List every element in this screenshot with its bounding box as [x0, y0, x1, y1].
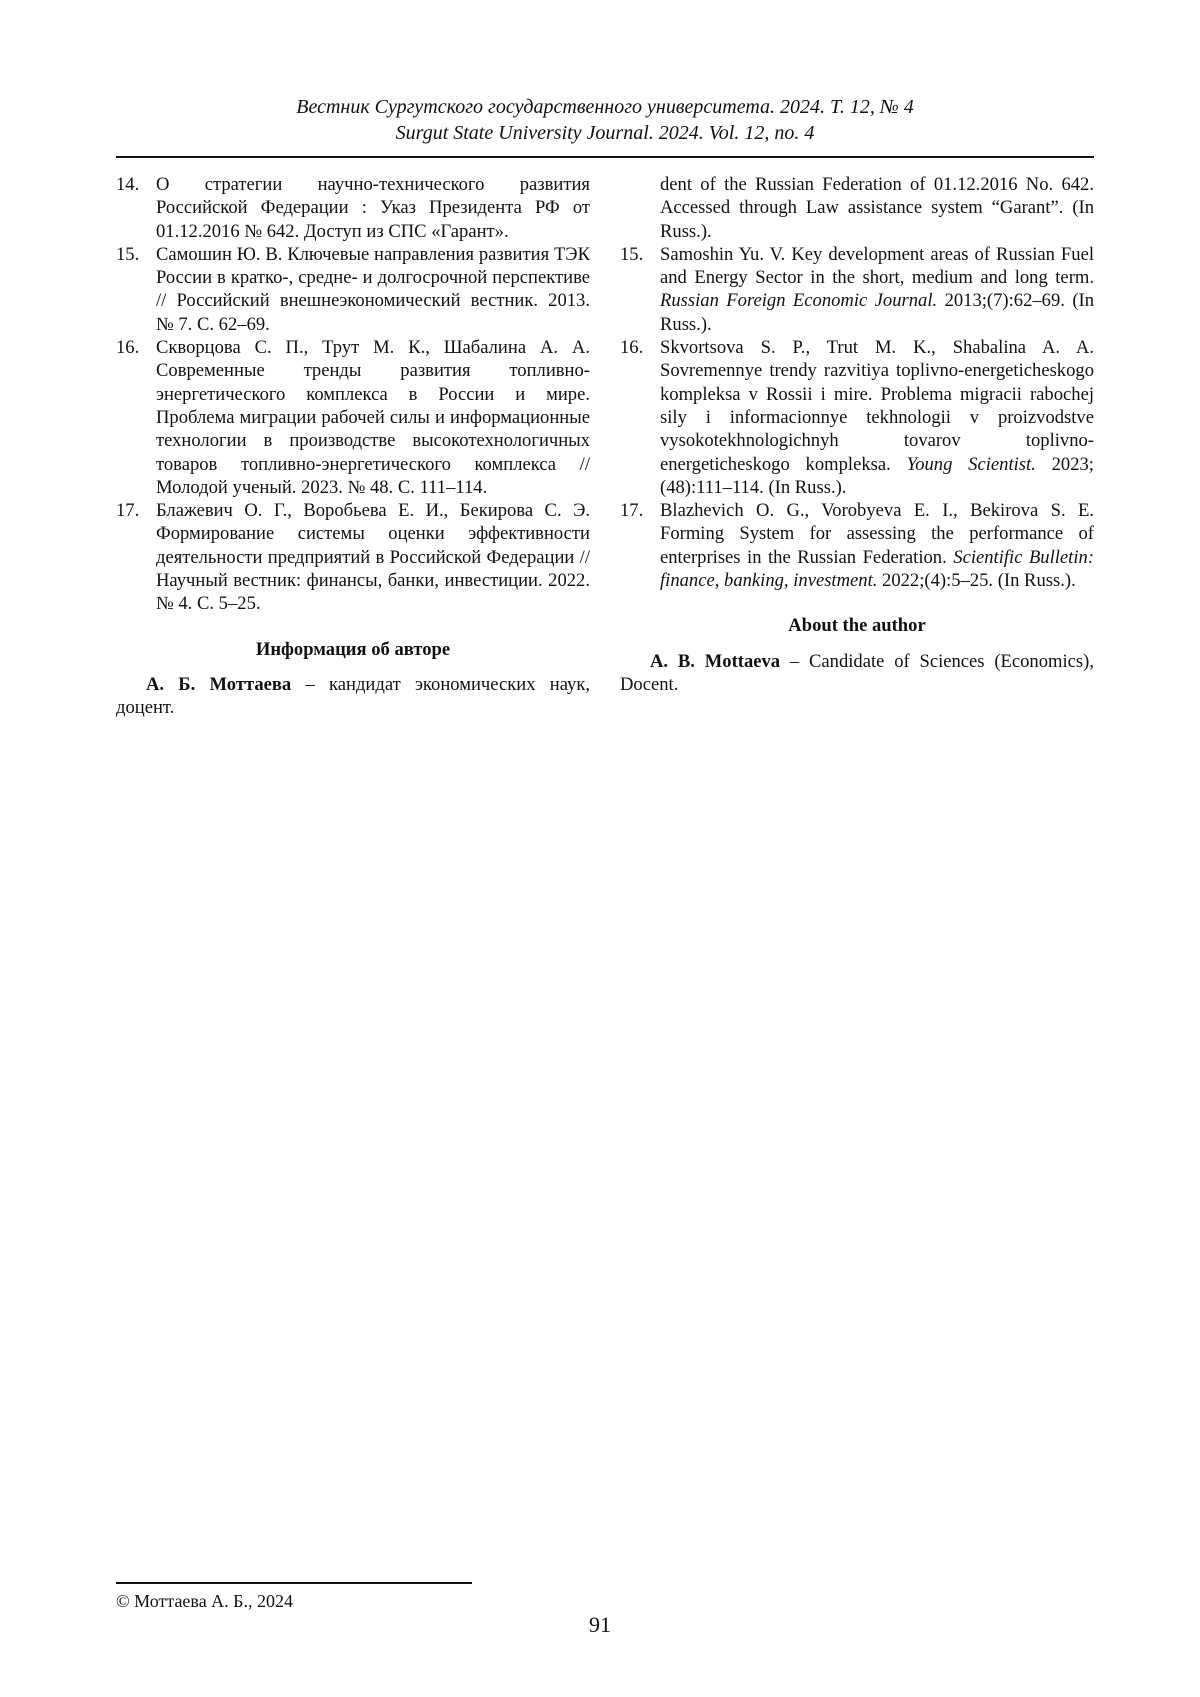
author-info-en [620, 650, 1094, 697]
reference-text [660, 243, 1094, 336]
reference-item [116, 173, 590, 243]
footnote-rule [116, 1582, 472, 1584]
reference-item [116, 243, 590, 336]
reference-number: 17. [116, 499, 156, 522]
author-info-heading-en: About the author [620, 614, 1094, 637]
reference-item [116, 499, 590, 615]
journal-title: Scientific Bulletin: finance, banking, investment. [660, 547, 1094, 591]
reference-item [116, 336, 590, 499]
reference-text [660, 336, 1094, 499]
reference-text-tail: 2022;(4):5–25. (In Russ.). [877, 570, 1075, 591]
reference-text-main: Blazhevich O. G., Vorobyeva E. I., Bekirova S. E. Forming System for assessing the performance of enterprises in the Russian Federation. [660, 500, 1094, 568]
author-description-en: – Candidate of Sciences (Economics), Docent. [620, 651, 1094, 695]
author-info-ru [116, 673, 590, 720]
reference-number: 16. [620, 336, 660, 359]
reference-text: Скворцова С. П., Трут М. К., Шабалина А. А. Современные тренды развития топливно-энергетического комплекса в России и мире. Проблема миграции рабочей силы и информационные технологии в производстве высокотехнологичных товаров топливно-энергетического комплекса // Молодой ученый. 2023. № 48. С. 111–114. [156, 336, 590, 499]
reference-text-tail: 2023;(48):111–114. (In Russ.). [660, 454, 1094, 498]
header-line-en: Surgut State University Journal. 2024. Vol. 12, no. 4 [116, 120, 1094, 146]
author-name-en: A. B. Mottaeva [650, 651, 780, 672]
reference-number: 17. [620, 499, 660, 522]
author-description-ru: – кандидат экономических наук, доцент. [116, 674, 590, 718]
journal-title: Young Scientist. [907, 454, 1036, 475]
reference-number: 16. [116, 336, 156, 359]
journal-title: Russian Foreign Economic Journal. [660, 290, 937, 311]
reference-continuation: dent of the Russian Federation of 01.12.2016 No. 642. Accessed through Law assistance system “Garant”. (In Russ.). [620, 173, 1094, 243]
author-info-heading-ru: Информация об авторе [116, 638, 590, 661]
page-number: 91 [0, 1612, 1200, 1638]
header-rule [116, 156, 1094, 158]
reference-item [620, 499, 1094, 592]
reference-text: Блажевич О. Г., Воробьева Е. И., Бекирова С. Э. Формирование системы оценки эффективности деятельности предприятий в Российской Федерации // Научный вестник: финансы, банки, инвестиции. 2022. № 4. С. 5–25. [156, 499, 590, 615]
reference-text: Самошин Ю. В. Ключевые направления развития ТЭК России в кратко-, средне- и долгосрочной перспективе // Российский внешнеэкономический вестник. 2013. № 7. С. 62–69. [156, 243, 590, 336]
reference-text-main: Skvortsova S. P., Trut M. K., Shabalina A. A. Sovremennye trendy razvitiya toplivno-energeticheskogo kompleksa v Rossii i mire. Problema migracii rabochej sily i informacionnye tekhnologii v proizvodstve vysokotekhnologichnyh tovarov toplivno-energeticheskogo kompleksa. [660, 337, 1094, 474]
reference-item [620, 336, 1094, 499]
reference-text-main: Samoshin Yu. V. Key development areas of Russian Fuel and Energy Sector in the short, medium and long term. [660, 244, 1094, 288]
left-column [116, 173, 590, 720]
reference-number: 14. [116, 173, 156, 196]
reference-number: 15. [116, 243, 156, 266]
author-name-ru: А. Б. Моттаева [146, 674, 291, 695]
header-line-ru: Вестник Сургутского государственного университета. 2024. Т. 12, № 4 [116, 94, 1094, 120]
reference-number: 15. [620, 243, 660, 266]
running-header [116, 94, 1094, 146]
reference-text [660, 499, 1094, 592]
right-column [620, 173, 1094, 696]
reference-text: О стратегии научно-технического развития Российской Федерации : Указ Президента РФ от 01.12.2016 № 642. Доступ из СПС «Гарант». [156, 173, 590, 243]
reference-text-tail: 2013;(7):62–69. (In Russ.). [660, 290, 1094, 334]
reference-item [620, 243, 1094, 336]
copyright-footnote: © Моттаева А. Б., 2024 [116, 1590, 293, 1612]
